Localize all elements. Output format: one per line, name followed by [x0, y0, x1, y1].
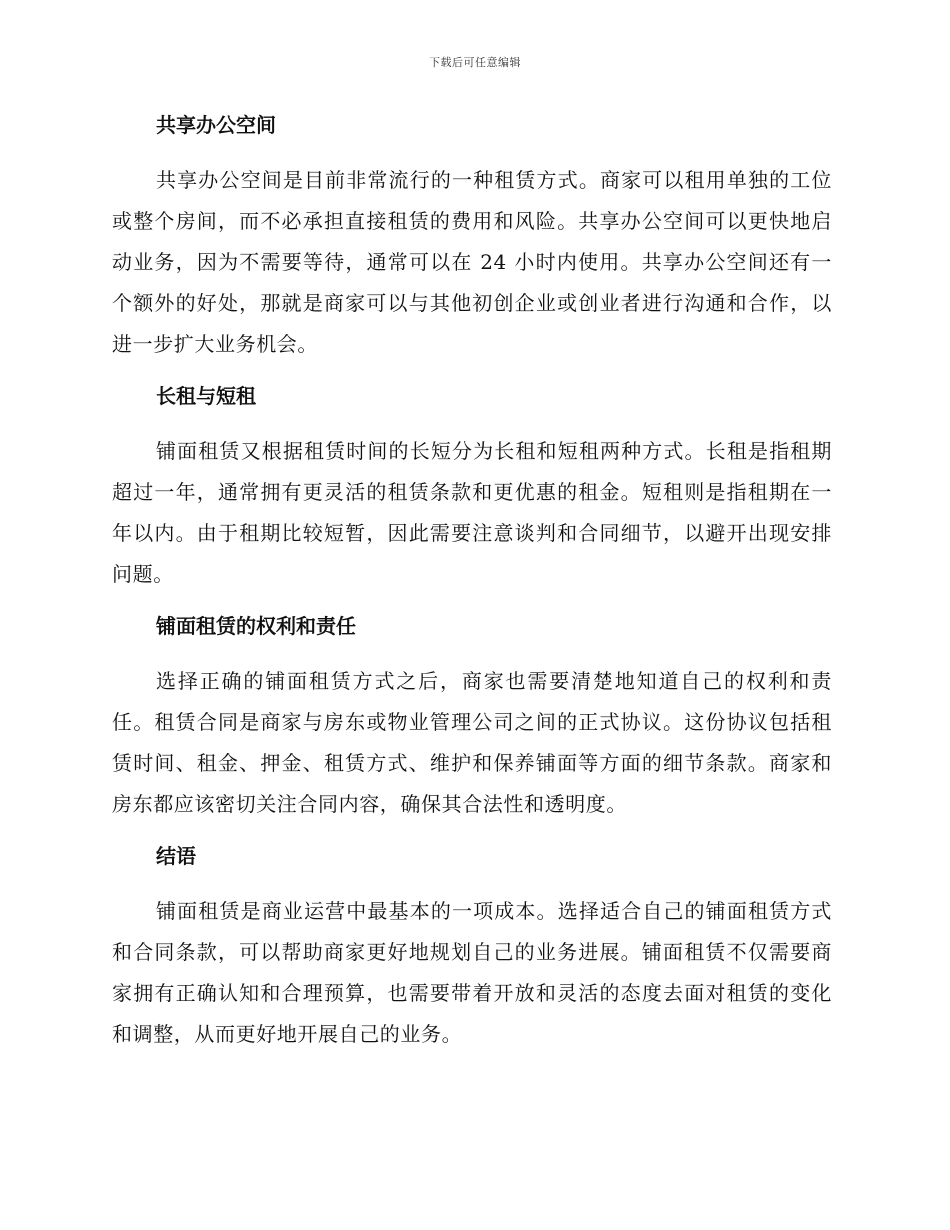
section-paragraph: 铺面租赁是商业运营中最基本的一项成本。选择适合自己的铺面租赁方式和合同条款，可以帮助商家更好地规划自己的业务进展。铺面租赁不仅需要商家拥有正确认知和合理预算，也需要带着开放和灵活的态度去面对租赁的变化和调整，从而更好地开展自己的业务。	[112, 899, 832, 1046]
section-paragraph: 选择正确的铺面租赁方式之后，商家也需要清楚地知道自己的权利和责任。租赁合同是商家与房东或物业管理公司之间的正式协议。这份协议包括租赁时间、租金、押金、租赁方式、维护和保养铺面等方面的细节条款。商家和房东都应该密切关注合同内容，确保其合法性和透明度。	[112, 669, 832, 816]
page-header-note: 下载后可任意编辑	[429, 56, 521, 69]
section-paragraph: 铺面租赁又根据租赁时间的长短分为长租和短租两种方式。长租是指租期超过一年，通常拥有更灵活的租赁条款和更优惠的租金。短租则是指租期在一年以内。由于租期比较短暂，因此需要注意谈判和合同细节，以避开出现安排问题。	[112, 439, 832, 586]
section-heading: 结语	[156, 844, 196, 868]
section-heading: 共享办公空间	[156, 113, 276, 137]
section-heading: 铺面租赁的权利和责任	[156, 614, 356, 638]
section-long-short-lease	[112, 381, 832, 595]
section-shared-office	[112, 110, 832, 365]
section-heading: 长租与短租	[156, 384, 256, 408]
document-content	[112, 110, 832, 1071]
section-rights-responsibilities	[112, 611, 832, 825]
section-paragraph: 共享办公空间是目前非常流行的一种租赁方式。商家可以租用单独的工位或整个房间，而不必承担直接租赁的费用和风险。共享办公空间可以更快地启动业务，因为不需要等待，通常可以在 24 小时内使用。共享办公空间还有一个额外的好处，那就是商家可以与其他初创企业或创业者进行沟通和合作，以进一步扩大业务机会。	[112, 168, 832, 356]
section-conclusion	[112, 841, 832, 1055]
